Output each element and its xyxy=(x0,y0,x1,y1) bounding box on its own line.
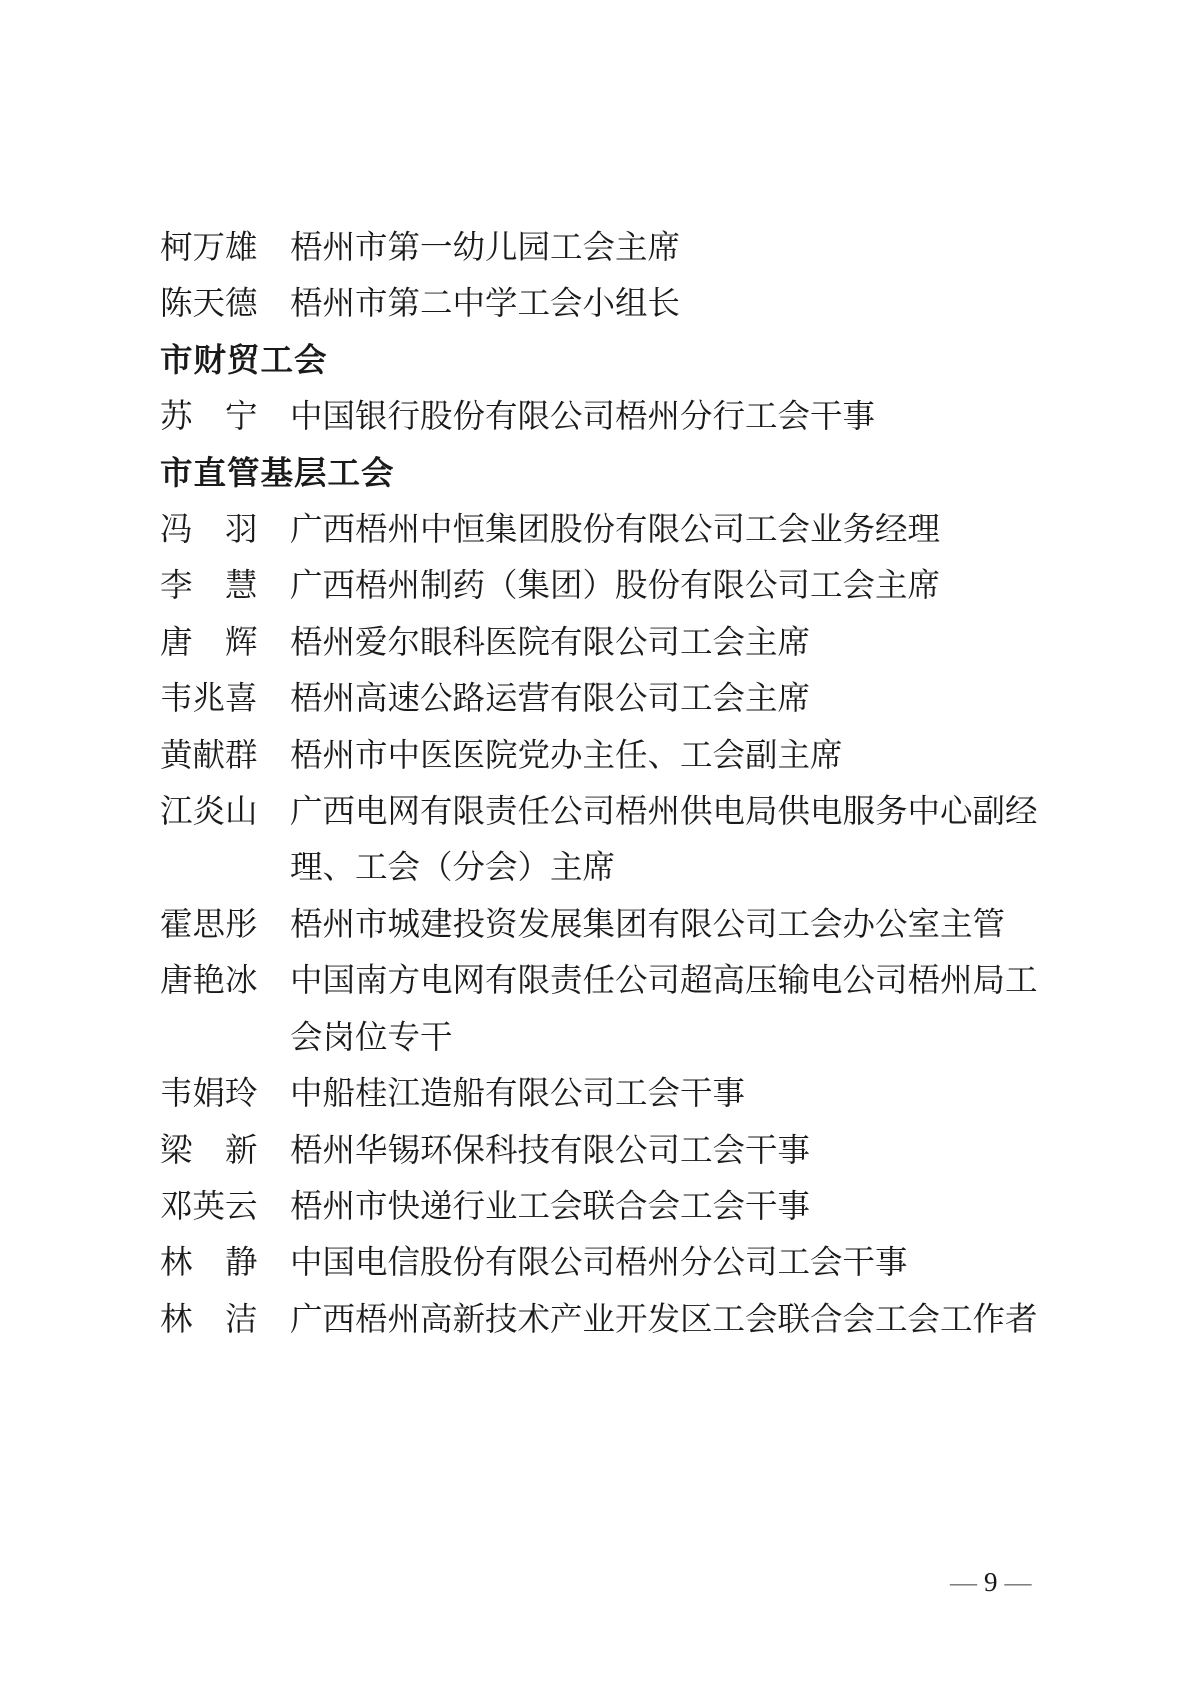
page-number-dash-left: — xyxy=(950,1567,977,1597)
person-name: 韦娟玲 xyxy=(160,1076,258,1113)
title-line: 梧州市第二中学工会小组长 xyxy=(290,286,681,323)
person-name: 黄献群 xyxy=(160,737,258,774)
person-title xyxy=(290,1123,1038,1179)
title-line: 中船桂江造船有限公司工会干事 xyxy=(290,1076,746,1113)
person-title xyxy=(290,502,1038,558)
section-heading: 市财贸工会 xyxy=(160,342,328,379)
person-title xyxy=(290,220,1038,276)
person-name: 林 静 xyxy=(160,1245,258,1282)
person-title xyxy=(290,897,1038,953)
person-name: 唐 辉 xyxy=(160,624,258,661)
roster-entry xyxy=(160,502,1060,558)
person-title xyxy=(290,1066,1038,1122)
roster-section xyxy=(160,446,1060,502)
person-title xyxy=(290,728,1038,784)
title-line: 广西电网有限责任公司梧州供电局供电服务中心副经 xyxy=(290,794,1038,831)
person-title xyxy=(290,953,1038,1066)
page-number xyxy=(950,1564,1032,1600)
section-heading: 市直管基层工会 xyxy=(160,455,395,492)
roster-entry xyxy=(160,558,1060,614)
title-line: 理、工会（分会）主席 xyxy=(290,850,616,887)
person-title xyxy=(290,784,1038,897)
roster-section xyxy=(160,333,1060,389)
title-line: 会岗位专干 xyxy=(290,1019,453,1056)
person-name: 韦兆喜 xyxy=(160,681,258,718)
roster-entry xyxy=(160,671,1060,727)
person-title xyxy=(290,558,1038,614)
roster-entry xyxy=(160,1235,1060,1291)
person-name: 冯 羽 xyxy=(160,512,258,549)
person-title xyxy=(290,276,1038,332)
roster-entry xyxy=(160,1179,1060,1235)
roster-entry xyxy=(160,389,1060,445)
person-name: 苏 宁 xyxy=(160,399,258,436)
person-name: 林 洁 xyxy=(160,1301,258,1338)
roster-entry xyxy=(160,728,1060,784)
title-line: 梧州市快递行业工会联合会工会干事 xyxy=(290,1188,811,1225)
roster-entry xyxy=(160,220,1060,276)
page-number-dash-right: — xyxy=(1004,1567,1032,1597)
roster-entry xyxy=(160,784,1060,897)
roster-entry xyxy=(160,615,1060,671)
title-line: 梧州市第一幼儿园工会主席 xyxy=(290,230,681,266)
roster-entry xyxy=(160,1066,1060,1122)
title-line: 梧州市中医医院党办主任、工会副主席 xyxy=(290,737,843,774)
roster-list xyxy=(160,220,1060,1348)
roster-entry xyxy=(160,953,1060,1066)
title-line: 中国银行股份有限公司梧州分行工会干事 xyxy=(290,399,876,436)
title-line: 广西梧州高新技术产业开发区工会联合会工会工作者 xyxy=(290,1301,1038,1338)
title-line: 广西梧州中恒集团股份有限公司工会业务经理 xyxy=(290,512,941,549)
title-line: 中国南方电网有限责任公司超高压输电公司梧州局工 xyxy=(290,963,1038,1000)
person-name: 梁 新 xyxy=(160,1132,258,1169)
person-name: 李 慧 xyxy=(160,568,258,605)
title-line: 梧州市城建投资发展集团有限公司工会办公室主管 xyxy=(290,906,1006,943)
title-line: 梧州高速公路运营有限公司工会主席 xyxy=(290,681,811,718)
person-name: 陈天德 xyxy=(160,286,258,323)
title-line: 梧州爱尔眼科医院有限公司工会主席 xyxy=(290,624,811,661)
page-number-value: 9 xyxy=(984,1567,998,1597)
person-name: 柯万雄 xyxy=(160,230,258,266)
title-line: 广西梧州制药（集团）股份有限公司工会主席 xyxy=(290,568,941,605)
roster-entry xyxy=(160,1292,1060,1348)
person-name: 江炎山 xyxy=(160,794,258,831)
person-name: 邓英云 xyxy=(160,1188,258,1225)
person-title xyxy=(290,615,1038,671)
person-title xyxy=(290,389,1038,445)
person-title xyxy=(290,1179,1038,1235)
person-name: 唐艳冰 xyxy=(160,963,258,1000)
roster-entry xyxy=(160,1123,1060,1179)
person-title xyxy=(290,1235,1038,1291)
roster-entry xyxy=(160,276,1060,332)
title-line: 中国电信股份有限公司梧州分公司工会干事 xyxy=(290,1245,908,1282)
title-line: 梧州华锡环保科技有限公司工会干事 xyxy=(290,1132,811,1169)
person-name: 霍思彤 xyxy=(160,906,258,943)
roster-entry xyxy=(160,897,1060,953)
person-title xyxy=(290,671,1038,727)
person-title xyxy=(290,1292,1038,1348)
